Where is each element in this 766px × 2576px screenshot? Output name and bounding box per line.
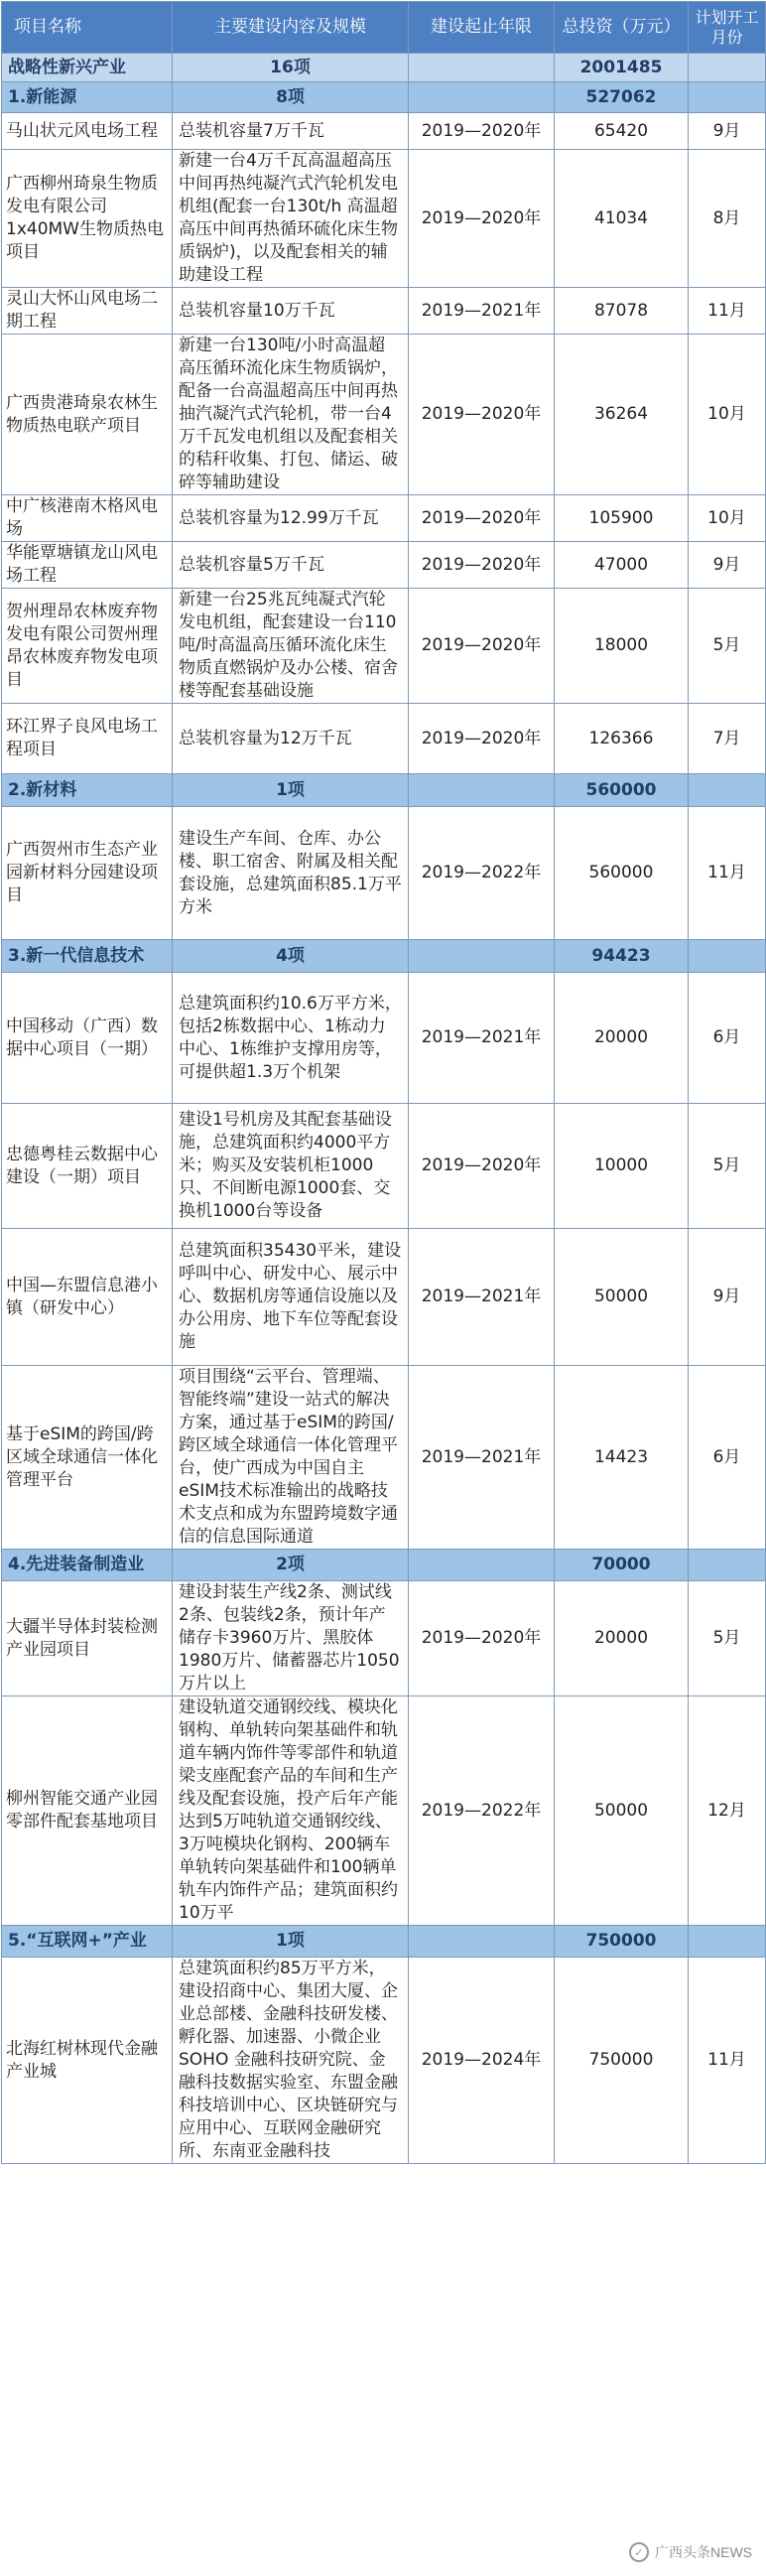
project-content: 建设轨道交通钢绞线、模块化钢构、单轨转向架基础件和轨道车辆内饰件等零部件和轨道梁支座配套产品的车间和生产线及配套设施，投产后年产能达到5万吨轨道交通钢绞线、3万吨模块化钢构、200辆车单轨转向架基础件和100辆单轨车内饰件产品；建筑面积约10万平: [173, 1696, 409, 1926]
project-row: [2, 973, 766, 1104]
category-month-empty: [689, 774, 766, 807]
project-content: 新建一台130吨/小时高温超高压循环流化床生物质锅炉，配备一台高温超高压中间再热抽汽凝汽式汽轮机，带一台4万千瓦发电机组以及配套相关的秸秆收集、打包、储运、破碎等辅助建设: [173, 335, 409, 495]
category-label: 3.新一代信息技术: [2, 940, 173, 973]
category-label: 2.新材料: [2, 774, 173, 807]
project-investment: 41034: [555, 150, 689, 288]
project-row: [2, 1104, 766, 1229]
total-month-empty: [689, 54, 766, 82]
category-month-empty: [689, 940, 766, 973]
project-start-month: 11月: [689, 1958, 766, 2164]
category-label: 4.先进装备制造业: [2, 1550, 173, 1581]
project-name: 柳州智能交通产业园零部件配套基地项目: [2, 1696, 173, 1926]
project-period: 2019—2021年: [409, 288, 555, 335]
project-content: 总装机容量为12万千瓦: [173, 704, 409, 774]
category-row: [2, 774, 766, 807]
project-content: 新建一台4万千瓦高温超高压中间再热纯凝汽式汽轮机发电机组(配套一台130t/h 高温超高压中间再热循环硫化床生物质锅炉)，以及配套相关的辅助建设工程: [173, 150, 409, 288]
project-investment: 105900: [555, 495, 689, 542]
project-row: [2, 1366, 766, 1550]
project-period: 2019—2020年: [409, 1104, 555, 1229]
header-row: [2, 2, 766, 54]
project-content: 总建筑面积约85万平方米，建设招商中心、集团大厦、企业总部楼、金融科技研发楼、孵化器、加速器、小微企业SOHO 金融科技研究院、金融科技数据实验室、东盟金融科技培训中心、区块链研究与应用中心、互联网金融研究所、东南亚金融科技: [173, 1958, 409, 2164]
project-start-month: 10月: [689, 335, 766, 495]
project-content: 总建筑面积约10.6万平方米，包括2栋数据中心、1栋动力中心、1栋维护支撑用房等，可提供超1.3万个机架: [173, 973, 409, 1104]
project-investment: 47000: [555, 542, 689, 589]
project-name: 广西贵港琦泉农林生物质热电联产项目: [2, 335, 173, 495]
project-period: 2019—2020年: [409, 495, 555, 542]
project-row: [2, 1696, 766, 1926]
project-row: [2, 288, 766, 335]
header-content: 主要建设内容及规模: [173, 2, 409, 54]
project-row: [2, 1958, 766, 2164]
project-period: 2019—2020年: [409, 150, 555, 288]
project-period: 2019—2024年: [409, 1958, 555, 2164]
header-start-month: 计划开工月份: [689, 2, 766, 54]
category-month-empty: [689, 82, 766, 113]
total-label: 战略性新兴产业: [2, 54, 173, 82]
total-row: [2, 54, 766, 82]
project-name: 北海红树林现代金融产业城: [2, 1958, 173, 2164]
project-row: [2, 589, 766, 704]
project-name: 华能覃塘镇龙山风电场工程: [2, 542, 173, 589]
project-content: 总装机容量5万千瓦: [173, 542, 409, 589]
project-name: 贺州理昂农林废弃物发电有限公司贺州理昂农林废弃物发电项目: [2, 589, 173, 704]
project-investment: 560000: [555, 807, 689, 940]
watermark-text: 广西头条NEWS: [655, 2544, 752, 2560]
header-period: 建设起止年限: [409, 2, 555, 54]
category-month-empty: [689, 1550, 766, 1581]
project-content: 建设1号机房及其配套基础设施，总建筑面积约4000平方米；购买及安装机柜1000只、不间断电源1000套、交换机1000台等设备: [173, 1104, 409, 1229]
project-investment: 20000: [555, 973, 689, 1104]
category-investment: 750000: [555, 1926, 689, 1958]
project-name: 大疆半导体封装检测产业园项目: [2, 1581, 173, 1696]
project-start-month: 5月: [689, 1104, 766, 1229]
project-period: 2019—2021年: [409, 1229, 555, 1366]
project-content: 总装机容量7万千瓦: [173, 113, 409, 150]
project-name: 环江界子良风电场工程项目: [2, 704, 173, 774]
project-investment: 126366: [555, 704, 689, 774]
project-investment: 65420: [555, 113, 689, 150]
category-investment: 70000: [555, 1550, 689, 1581]
project-row: [2, 704, 766, 774]
category-period-empty: [409, 1550, 555, 1581]
watermark-logo-icon: ✓: [629, 2542, 649, 2562]
project-investment: 18000: [555, 589, 689, 704]
project-row: [2, 807, 766, 940]
project-period: 2019—2022年: [409, 807, 555, 940]
project-start-month: 10月: [689, 495, 766, 542]
project-period: 2019—2020年: [409, 589, 555, 704]
project-period: 2019—2020年: [409, 704, 555, 774]
project-name: 广西柳州琦泉生物质发电有限公司1x40MW生物质热电项目: [2, 150, 173, 288]
project-name: 中国移动（广西）数据中心项目（一期）: [2, 973, 173, 1104]
project-name: 广西贺州市生态产业园新材料分园建设项目: [2, 807, 173, 940]
category-period-empty: [409, 774, 555, 807]
header-investment: 总投资（万元）: [555, 2, 689, 54]
project-content: 总装机容量10万千瓦: [173, 288, 409, 335]
project-row: [2, 335, 766, 495]
project-content: 建设生产车间、仓库、办公楼、职工宿舍、附属及相关配套设施，总建筑面积85.1万平方米: [173, 807, 409, 940]
project-investment: 750000: [555, 1958, 689, 2164]
project-start-month: 6月: [689, 973, 766, 1104]
project-name: 马山状元风电场工程: [2, 113, 173, 150]
project-row: [2, 150, 766, 288]
category-month-empty: [689, 1926, 766, 1958]
project-investment: 87078: [555, 288, 689, 335]
project-start-month: 11月: [689, 807, 766, 940]
project-name: 中国—东盟信息港小镇（研发中心）: [2, 1229, 173, 1366]
project-investment: 50000: [555, 1696, 689, 1926]
project-row: [2, 1229, 766, 1366]
project-row: [2, 542, 766, 589]
project-period: 2019—2020年: [409, 542, 555, 589]
project-investment: 14423: [555, 1366, 689, 1550]
category-count: 2项: [173, 1550, 409, 1581]
category-count: 1项: [173, 774, 409, 807]
category-row: [2, 1550, 766, 1581]
project-period: 2019—2020年: [409, 113, 555, 150]
project-investment: 20000: [555, 1581, 689, 1696]
project-name: 忠德粤桂云数据中心建设（一期）项目: [2, 1104, 173, 1229]
project-content: 建设封装生产线2条、测试线2条、包装线2条，预计年产储存卡3960万片、黑胶体1980万片、储蓄器芯片1050万片以上: [173, 1581, 409, 1696]
project-start-month: 8月: [689, 150, 766, 288]
project-start-month: 12月: [689, 1696, 766, 1926]
project-start-month: 5月: [689, 589, 766, 704]
category-count: 4项: [173, 940, 409, 973]
category-label: 1.新能源: [2, 82, 173, 113]
projects-table: [1, 1, 766, 2164]
category-count: 1项: [173, 1926, 409, 1958]
category-label: 5.“互联网+”产业: [2, 1926, 173, 1958]
project-start-month: 6月: [689, 1366, 766, 1550]
category-period-empty: [409, 82, 555, 113]
project-name: 灵山大怀山风电场二期工程: [2, 288, 173, 335]
project-period: 2019—2022年: [409, 1696, 555, 1926]
project-name: 基于eSIM的跨国/跨区域全球通信一体化管理平台: [2, 1366, 173, 1550]
category-row: [2, 82, 766, 113]
project-content: 总建筑面积35430平米，建设呼叫中心、研发中心、展示中心、数据机房等通信设施以及办公用房、地下车位等配套设施: [173, 1229, 409, 1366]
category-period-empty: [409, 940, 555, 973]
category-period-empty: [409, 1926, 555, 1958]
watermark: [629, 2542, 752, 2562]
category-row: [2, 1926, 766, 1958]
total-count: 16项: [173, 54, 409, 82]
project-period: 2019—2020年: [409, 335, 555, 495]
project-content: 项目围绕“云平台、管理端、智能终端”建设一站式的解决方案，通过基于eSIM的跨国/跨区域全球通信一体化管理平台，使广西成为中国自主eSIM技术标准输出的战略技术支点和成为东盟跨境数字通信的信息国际通道: [173, 1366, 409, 1550]
category-investment: 94423: [555, 940, 689, 973]
category-investment: 560000: [555, 774, 689, 807]
project-start-month: 11月: [689, 288, 766, 335]
project-row: [2, 113, 766, 150]
project-content: 新建一台25兆瓦纯凝式汽轮发电机组，配套建设一台110吨/时高温高压循环流化床生物质直燃锅炉及办公楼、宿舍楼等配套基础设施: [173, 589, 409, 704]
project-start-month: 9月: [689, 1229, 766, 1366]
project-period: 2019—2020年: [409, 1581, 555, 1696]
total-investment: 2001485: [555, 54, 689, 82]
projects-table-body: [2, 2, 766, 2164]
project-period: 2019—2021年: [409, 1366, 555, 1550]
project-period: 2019—2021年: [409, 973, 555, 1104]
header-name: 项目名称: [2, 2, 173, 54]
project-investment: 36264: [555, 335, 689, 495]
category-count: 8项: [173, 82, 409, 113]
project-row: [2, 495, 766, 542]
project-start-month: 5月: [689, 1581, 766, 1696]
project-start-month: 9月: [689, 113, 766, 150]
project-investment: 50000: [555, 1229, 689, 1366]
project-investment: 10000: [555, 1104, 689, 1229]
project-name: 中广核港南木格风电场: [2, 495, 173, 542]
project-start-month: 7月: [689, 704, 766, 774]
category-row: [2, 940, 766, 973]
total-period-empty: [409, 54, 555, 82]
project-row: [2, 1581, 766, 1696]
project-start-month: 9月: [689, 542, 766, 589]
project-content: 总装机容量为12.99万千瓦: [173, 495, 409, 542]
category-investment: 527062: [555, 82, 689, 113]
